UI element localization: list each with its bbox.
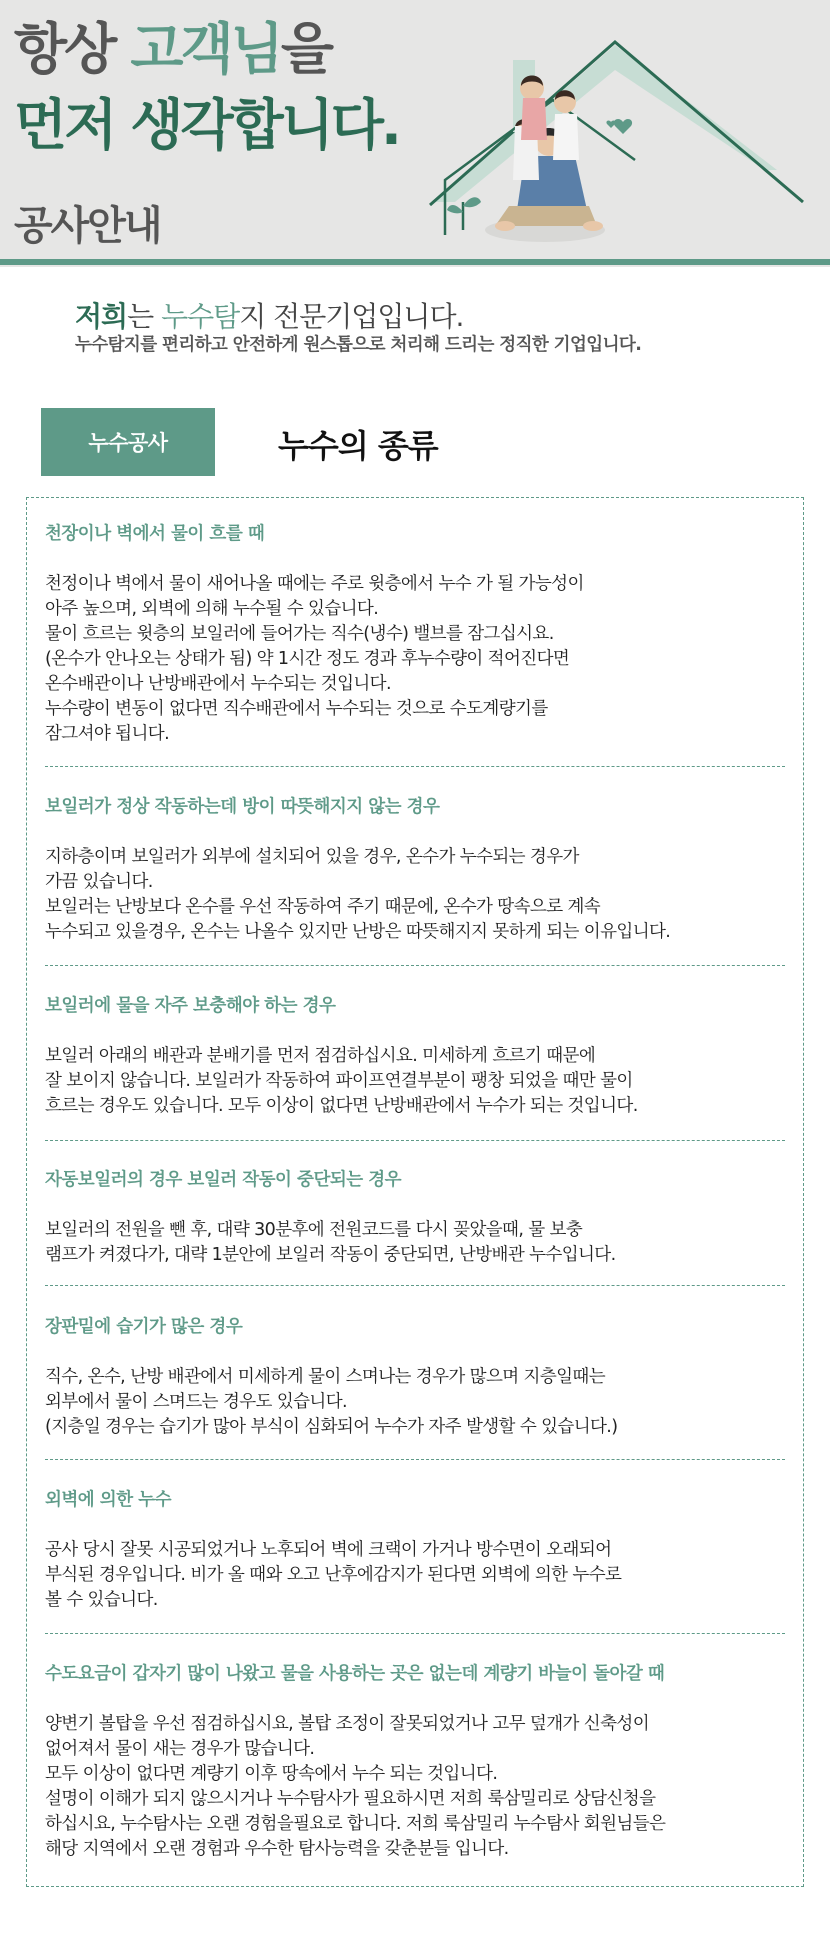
item-divider — [45, 1459, 785, 1460]
section-tag: 누수공사 — [41, 408, 215, 476]
item-title: 수도요금이 갑자기 많이 나왔고 물을 사용하는 곳은 없는데 계량기 바늘이 돌아갈 때 — [45, 1664, 665, 1684]
item-body: 직수, 온수, 난방 배관에서 미세하게 물이 스며나는 경우가 많으며 지층일때는 외부에서 물이 스며드는 경우도 있습니다. (지층일 경우는 습기가 많아 부식이 심화되어 누수가 자주 발생할 수 있습니다.) — [45, 1367, 618, 1437]
leak-type-item — [45, 793, 785, 945]
item-body: 공사 당시 잘못 시공되었거나 노후되어 벽에 크랙이 가거나 방수면이 오래되어 부식된 경우입니다. 비가 올 때와 오고 난후에감지가 된다면 외벽에 의한 누수로 볼 수 있습니다. — [45, 1540, 622, 1610]
leak-type-item — [45, 520, 785, 747]
page-title: 공사안내 — [14, 203, 161, 249]
item-body: 보일러 아래의 배관과 분배기를 먼저 점검하십시요. 미세하게 흐르기 때문에 잘 보이지 않습니다. 보일러가 작동하여 파이프연결부분이 팽창 되었을 때만 물이 흐르는 경우도 있습니다. 모두 이상이 없다면 난방배관에서 누수가 되는 것입니다. — [45, 1046, 638, 1116]
leak-type-item — [45, 1313, 785, 1440]
item-title: 보일러가 정상 작동하는데 방이 따뜻해지지 않는 경우 — [45, 797, 440, 817]
headline-accent-text: 고객님 — [130, 17, 281, 81]
item-body: 보일러의 전원을 뺀 후, 대략 30분후에 전원코드를 다시 꽂았을때, 물 보충 램프가 켜졌다가, 대략 1분안에 보일러 작동이 중단되면, 난방배관 누수입니다. — [45, 1220, 616, 1265]
intro-text-suffix: 지 전문기업입니다. — [239, 300, 464, 333]
intro-text: 는 — [127, 300, 162, 333]
item-divider — [45, 1285, 785, 1286]
item-title: 장판밑에 습기가 많은 경우 — [45, 1317, 243, 1337]
leak-type-item — [45, 992, 785, 1119]
headline-text: 항상 — [14, 17, 131, 81]
intro-subtitle: 누수탐지를 편리하고 안전하게 원스톱으로 처리해 드리는 정직한 기업입니다. — [75, 335, 642, 355]
hero-divider — [0, 259, 830, 265]
leak-type-item — [45, 1166, 785, 1268]
item-divider — [45, 965, 785, 966]
hero-headline-line1 — [14, 17, 331, 81]
item-divider — [45, 766, 785, 767]
item-divider — [45, 1633, 785, 1634]
hero-headline-line2: 먼저 생각합니다. — [14, 93, 399, 157]
item-body: 천정이나 벽에서 물이 새어나올 때에는 주로 윗층에서 누수 가 될 가능성이 아주 높으며, 외벽에 의해 누수될 수 있습니다. 물이 흐르는 윗층의 보일러에 들어가는 직수(냉수) 밸브를 잠그십시요. (온수가 안나오는 상태가 됨) 약 1시간 정도 경과 후누수량이 적어진다면 온수배관이나 난방배관에서 누수되는 것입니다. 누수량이 변동이 없다면 직수배관에서 누수되는 것으로 수도계량기를 잠그셔야 됩니다. — [45, 574, 584, 744]
item-body: 양변기 볼탑을 우선 점검하십시요, 볼탑 조정이 잘못되었거나 고무 덮개가 신축성이 없어져서 물이 새는 경우가 많습니다. 모두 이상이 없다면 계량기 이후 땅속에서 누수 되는 것입니다. 설명이 이해가 되지 않으시거나 누수탐사가 필요하시면 저희 룩삼밀리로 상담신청을 하십시요, 누수탐사는 오랜 경험을필요로 합니다. 저희 룩삼밀리 누수탐사 회원님들은 해당 지역에서 오랜 경험과 우수한 탐사능력을 갖춘분들 입니다. — [45, 1714, 666, 1859]
section-heading: 누수의 종류 — [278, 427, 438, 465]
item-divider — [45, 1140, 785, 1141]
house-family-illustration — [425, 30, 830, 260]
intro-headline — [75, 295, 463, 335]
headline-text-suffix: 을 — [280, 17, 331, 81]
leak-type-item — [45, 1660, 785, 1862]
hero-banner — [0, 0, 830, 267]
item-title: 외벽에 의한 누수 — [45, 1490, 172, 1510]
item-title: 자동보일러의 경우 보일러 작동이 중단되는 경우 — [45, 1170, 402, 1190]
item-title: 보일러에 물을 자주 보충해야 하는 경우 — [45, 996, 336, 1016]
intro-company-word: 저희 — [75, 300, 128, 333]
item-title: 천장이나 벽에서 물이 흐를 때 — [45, 524, 265, 544]
item-body: 지하층이며 보일러가 외부에 설치되어 있을 경우, 온수가 누수되는 경우가 가끔 있습니다. 보일러는 난방보다 온수를 우선 작동하여 주기 때문에, 온수가 땅속으로 계속 누수되고 있을경우, 온수는 나올수 있지만 난방은 따뜻해지지 못하게 되는 이유입니다. — [45, 847, 671, 942]
intro-accent-text: 누수탐 — [161, 300, 240, 333]
leak-type-item — [45, 1486, 785, 1613]
leak-types-box — [26, 497, 804, 1887]
